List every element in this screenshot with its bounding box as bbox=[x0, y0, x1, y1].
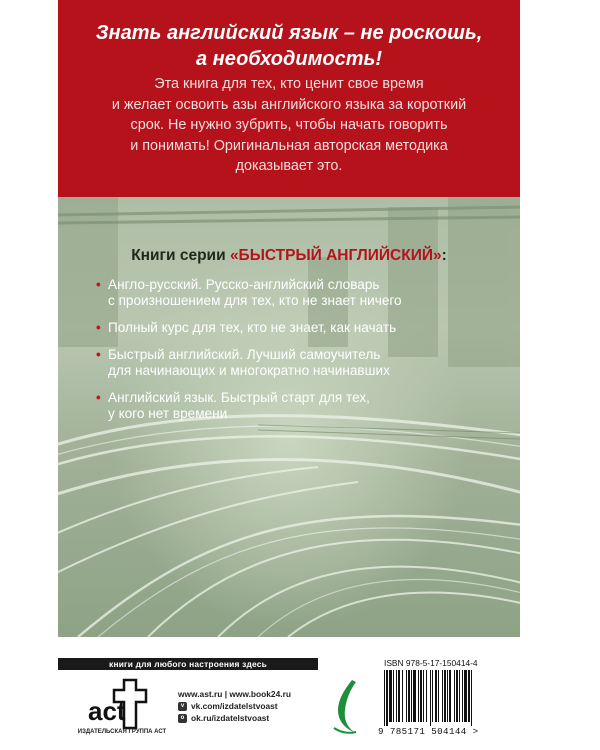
book-title-line: с произношением для тех, кто не знает ничего bbox=[108, 293, 402, 308]
barcode-bar bbox=[459, 670, 460, 722]
tagline-bar: книги для любого настроения здесь bbox=[58, 658, 318, 670]
barcode-bar bbox=[449, 670, 451, 722]
barcode-icon bbox=[382, 670, 514, 726]
list-item bbox=[96, 347, 496, 379]
slogan-line: а необходимость! bbox=[195, 48, 383, 70]
series-book-list bbox=[96, 277, 496, 433]
barcode-bar bbox=[462, 670, 463, 722]
barcode-bar bbox=[447, 670, 448, 722]
list-item bbox=[96, 320, 496, 336]
series-heading-suffix: : bbox=[441, 247, 447, 264]
barcode-bar bbox=[468, 670, 470, 722]
barcode-bar bbox=[396, 670, 397, 722]
isbn-text: ISBN 978-5-17-150414-4 bbox=[384, 658, 478, 668]
barcode-bar bbox=[435, 670, 437, 722]
logo-text: act bbox=[88, 696, 126, 726]
isbn-block bbox=[376, 658, 520, 742]
barcode-bar bbox=[464, 670, 467, 722]
barcode-bar bbox=[426, 670, 427, 722]
barcode-bar bbox=[438, 670, 439, 722]
barcode-bar bbox=[430, 670, 431, 726]
barcode-bar bbox=[420, 670, 422, 722]
barcode-bar bbox=[454, 670, 455, 722]
barcode-bar bbox=[406, 670, 407, 722]
barcode-bar bbox=[471, 670, 472, 726]
bullet-icon: • bbox=[96, 390, 101, 405]
vk-link[interactable] bbox=[178, 700, 291, 712]
book-title-line: Полный курс для тех, кто не знает, как начать bbox=[108, 320, 397, 335]
bullet-icon: • bbox=[96, 347, 101, 362]
publisher-links bbox=[178, 688, 291, 724]
vk-icon: v bbox=[178, 702, 187, 711]
barcode-bar bbox=[456, 670, 458, 722]
barcode-bar bbox=[398, 670, 400, 722]
book-title-line: Быстрый английский. Лучший самоучитель bbox=[108, 347, 381, 362]
intro-line: срок. Не нужно зубрить, чтобы начать говорить bbox=[130, 117, 448, 133]
ast-logo-icon bbox=[84, 676, 152, 734]
slogan-line: Знать английский язык – не роскошь, bbox=[95, 22, 483, 44]
series-heading bbox=[58, 247, 520, 265]
ast-logo-caption: ИЗДАТЕЛЬСКАЯ ГРУППА АСТ bbox=[77, 729, 167, 735]
barcode-bar bbox=[413, 670, 416, 722]
slogan bbox=[58, 20, 520, 72]
website-link[interactable] bbox=[178, 688, 291, 700]
list-item bbox=[96, 277, 496, 309]
barcode-bar bbox=[384, 670, 385, 726]
publisher-mark-icon bbox=[330, 676, 360, 736]
bullet-icon: • bbox=[96, 320, 101, 335]
intro-paragraph bbox=[58, 74, 520, 177]
barcode-bar bbox=[386, 670, 388, 726]
barcode-bar bbox=[418, 670, 419, 722]
city-photo-panel bbox=[58, 197, 520, 637]
barcode-number: 9 785171 504144 > bbox=[378, 726, 479, 737]
ok-icon: o bbox=[178, 714, 187, 723]
bullet-icon: • bbox=[96, 277, 101, 292]
red-header-band bbox=[58, 0, 520, 197]
barcode-bar bbox=[432, 670, 433, 722]
book-title-line: Англо-русский. Русско-английский словарь bbox=[108, 277, 380, 292]
barcode-bar bbox=[411, 670, 412, 722]
vk-text[interactable]: vk.com/izdatelstvoast bbox=[191, 701, 278, 711]
ok-text[interactable]: ok.ru/izdatelstvoast bbox=[191, 713, 270, 723]
book-title-line: у кого нет времени bbox=[108, 406, 228, 421]
series-name: «БЫСТРЫЙ АНГЛИЙСКИЙ» bbox=[229, 247, 442, 264]
barcode-bar bbox=[442, 670, 443, 722]
list-item bbox=[96, 390, 496, 422]
barcode-bar bbox=[408, 670, 410, 722]
barcode-bar bbox=[423, 670, 424, 722]
barcode-bar bbox=[389, 670, 392, 722]
ok-link[interactable] bbox=[178, 712, 291, 724]
series-heading-prefix: Книги серии bbox=[131, 247, 226, 264]
intro-line: доказывает это. bbox=[235, 158, 343, 174]
book-title-line: Английский язык. Быстрый старт для тех, bbox=[108, 390, 370, 405]
website-text[interactable]: www.ast.ru | www.book24.ru bbox=[178, 689, 291, 699]
intro-line: и желает освоить азы английского языка за короткий bbox=[111, 96, 467, 113]
barcode-bar bbox=[444, 670, 446, 722]
intro-line: и понимать! Оригинальная авторская методика bbox=[130, 137, 448, 154]
barcode-bar bbox=[402, 670, 403, 722]
book-title-line: для начинающих и многократно начинавших bbox=[108, 363, 390, 378]
intro-line: Эта книга для тех, кто ценит свое время bbox=[154, 76, 424, 92]
barcode-bar bbox=[393, 670, 394, 722]
